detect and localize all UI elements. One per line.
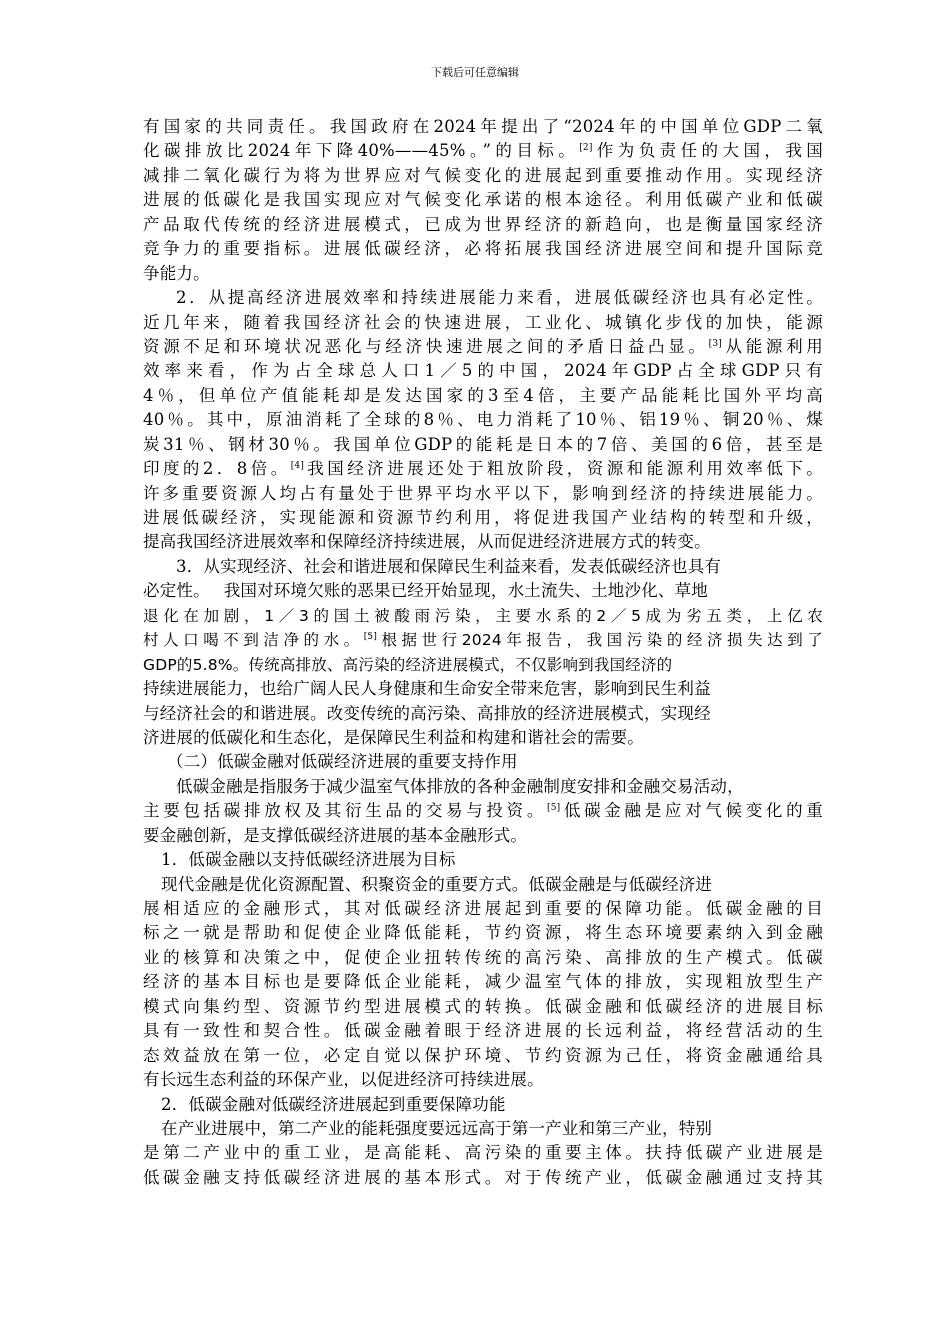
page-header: 下载后可任意编辑 [431, 66, 519, 79]
text-line [143, 1019, 823, 1043]
text-run: 是第二产业中的重工业，是高能耗、高污染的重要主体。扶持低碳产业进展是 [143, 1143, 823, 1163]
text-line [143, 946, 823, 970]
text-run: 有国家的共同责任。我国政府在2024年提出了“2024年的中国单位GDP二氧 [143, 117, 823, 136]
text-run: 标之一就是帮助和促使企业降低能耗，节约资源，将生态环境要素纳入到金融 [143, 923, 823, 943]
text-line [143, 677, 823, 701]
citation-ref: [2] [579, 143, 593, 154]
text-line [143, 359, 823, 383]
citation-ref: [4] [290, 461, 305, 472]
text-run: 根据世行2024年报告，我国污染的经济损失达到了 [377, 631, 823, 650]
text-run: 低碳金融是应对气候变化的重 [560, 801, 824, 821]
text-line [143, 750, 823, 774]
text-line [143, 237, 823, 261]
text-run: （二）低碳金融对低碳经济进展的重要支持作用 [167, 752, 518, 772]
text-run: 印度的2．8倍。 [143, 459, 291, 479]
text-run: 减排二氧化碳行为将为世界应对气候变化的进展起到重要推动作用。实现经济 [143, 165, 823, 185]
citation-ref: [5] [363, 632, 378, 643]
text-run: 许多重要资源人均占有量处于世界平均水平以下，影响到经济的持续进展能力。 [143, 483, 823, 503]
text-line [143, 873, 823, 897]
text-run: 我国经济进展还处于粗放阶段，资源和能源利用效率低下。 [304, 459, 823, 479]
text-line [143, 824, 823, 848]
text-line [143, 188, 823, 212]
text-run: 作为负责任的大国，我国 [592, 141, 823, 161]
text-run: 主要包括碳排放权及其衍生品的交易与投资。 [143, 801, 548, 821]
text-line [143, 1141, 823, 1165]
text-line [143, 921, 823, 945]
text-line [143, 1068, 823, 1092]
text-run: 1．低碳金融以支持低碳经济进展为目标 [161, 850, 456, 870]
text-line [143, 604, 823, 628]
text-run: 低碳金融支持低碳经济进展的基本形式。对于传统产业，低碳金融通过支持其 [143, 1167, 823, 1187]
text-line [143, 970, 823, 994]
text-run: 低碳金融是指服务于减少温室气体排放的各种金融制度安排和金融交易活动， [176, 776, 744, 796]
text-line [143, 286, 823, 310]
text-line [143, 848, 823, 872]
text-line [143, 457, 823, 481]
text-run: 产品取代传统的经济进展模式，已成为世界经济的新趋向，也是衡量国家经济 [143, 214, 823, 234]
text-run: 必定性。 我国对环境欠账的恶果已经开始显现，水土流失、土地沙化、草地 [143, 581, 708, 601]
text-run: 退化在加剧，1／3的国土被酸雨污染，主要水系的2／5成为劣五类，上亿农 [143, 606, 823, 625]
text-run: 资源不足和环境状况恶化与经济快速进展之间的矛盾日益凸显。 [143, 336, 709, 356]
text-run: 展相适应的金融形式，其对低碳经济进展起到重要的保障功能。低碳金融的目 [143, 899, 823, 918]
text-line [143, 555, 823, 579]
text-run: 40％。其中，原油消耗了全球的8％、电力消耗了10％、铝19％、铜20％、煤 [143, 410, 823, 430]
text-line [143, 726, 823, 750]
text-run: 态效益放在第一位，必定自觉以保护环境、节约资源为己任，将资金融通给具 [143, 1045, 823, 1065]
text-line [143, 1093, 823, 1117]
text-line [143, 408, 823, 432]
text-line [143, 115, 823, 139]
text-run: 提高我国经济进展效率和保障经济持续进展，从而促进经济进展方式的转变。 [143, 532, 711, 552]
text-line [143, 1044, 823, 1068]
text-run: 现代金融是优化资源配置、积聚资金的重要方式。低碳金融是与低碳经济进 [161, 874, 713, 894]
text-line [143, 164, 823, 188]
text-run: 效率来看，作为占全球总人口1／5的中国，2024年GDP占全球GDP只有 [143, 361, 823, 381]
text-line [143, 1166, 823, 1190]
text-run: 2．低碳金融对低碳经济进展起到重要保障功能 [161, 1094, 506, 1114]
text-line [143, 1117, 823, 1141]
text-run: 化碳排放比2024年下降40%——45%。”的目标。 [143, 141, 580, 161]
text-run: 炭31％、钢材30％。我国单位GDP的能耗是日本的7倍、美国的6倍，甚至是 [143, 434, 823, 454]
text-run: 进展的低碳化是我国实现应对气候变化承诺的根本途径。利用低碳产业和低碳 [143, 190, 823, 210]
text-line [143, 311, 823, 335]
text-line [143, 482, 823, 506]
citation-ref: [5] [547, 803, 561, 814]
text-run: 近几年来，随着我国经济社会的快速进展，工业化、城镇化步伐的加快，能源 [143, 312, 823, 332]
text-line [143, 335, 823, 359]
text-line [143, 995, 823, 1019]
text-line [143, 799, 823, 823]
text-line [143, 384, 823, 408]
text-line [143, 579, 823, 603]
text-line [143, 262, 823, 286]
text-line [143, 775, 823, 799]
text-line [143, 628, 823, 652]
text-run: 与经济社会的和谐进展。改变传统的高污染、高排放的经济进展模式，实现经 [143, 703, 711, 723]
text-line [143, 506, 823, 530]
text-line [143, 530, 823, 554]
text-line [143, 653, 823, 677]
text-run: 3．从实现经济、社会和谐进展和保障民生利益来看，发表低碳经济也具有 [176, 556, 722, 576]
text-line [143, 702, 823, 726]
text-run: 在产业进展中，第二产业的能耗强度要远远高于第一产业和第三产业，特别 [161, 1118, 713, 1138]
text-run: 进展低碳经济，实现能源和资源节约利用，将促进我国产业结构的转型和升级， [143, 508, 823, 527]
text-run: GDP的5.8%。传统高排放、高污染的经济进展模式，不仅影响到我国经济的 [143, 655, 673, 674]
body-text [143, 115, 823, 1190]
text-run: 有长远生态利益的环保产业，以促进经济可持续进展。 [143, 1070, 544, 1090]
text-run: 从能源利用 [722, 336, 824, 356]
text-run: 争能力。 [143, 263, 210, 283]
citation-ref: [3] [708, 338, 722, 349]
text-run: 经济的基本目标也是要降低企业能耗，减少温室气体的排放，实现粗放型生产 [143, 972, 823, 992]
text-run: 2．从提高经济进展效率和持续进展能力来看，进展低碳经济也具有必定性。 [176, 288, 823, 308]
text-line [143, 897, 823, 921]
text-run: 业的核算和决策之中，促使企业扭转传统的高污染、高排放的生产模式。低碳 [143, 947, 823, 967]
text-run: 村人口喝不到洁净的水。 [143, 631, 364, 650]
text-run: 具有一致性和契合性。低碳金融着眼于经济进展的长远利益，将经营活动的生 [143, 1021, 823, 1041]
text-run: 持续进展能力，也给广阔人民人身健康和生命安全带来危害，影响到民生利益 [143, 679, 711, 699]
text-run: 济进展的低碳化和生态化，是保障民生利益和构建和谐社会的需要。 [143, 727, 644, 747]
text-run: 模式向集约型、资源节约型进展模式的转换。低碳金融和低碳经济的进展目标 [143, 996, 823, 1016]
text-run: 4％，但单位产值能耗却是发达国家的3至4倍，主要产品能耗比国外平均高 [143, 385, 823, 405]
text-line [143, 213, 823, 237]
text-line [143, 139, 823, 163]
text-line [143, 433, 823, 457]
text-run: 要金融创新，是支撑低碳经济进展的基本金融形式。 [143, 825, 528, 845]
text-run: 竞争力的重要指标。进展低碳经济，必将拓展我国经济进展空间和提升国际竞 [143, 239, 823, 259]
